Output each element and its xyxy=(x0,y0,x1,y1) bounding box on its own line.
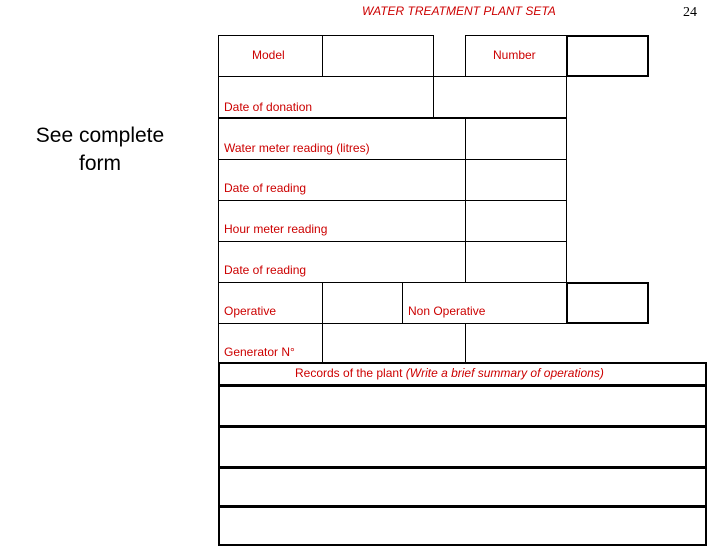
records-header xyxy=(295,366,604,380)
generator-label: Generator N° xyxy=(224,345,295,359)
date-of-donation-input-cell[interactable] xyxy=(433,76,567,118)
number-label: Number xyxy=(493,48,536,62)
records-line-3[interactable] xyxy=(218,467,707,507)
number-input-cell[interactable] xyxy=(566,35,649,77)
generator-input-cell[interactable] xyxy=(322,323,466,363)
model-input-cell[interactable] xyxy=(322,35,434,77)
records-title: Records of the plant xyxy=(295,366,403,380)
model-label: Model xyxy=(252,48,285,62)
page-number: 24 xyxy=(683,5,697,20)
form-line: form xyxy=(79,152,121,175)
records-line-2[interactable] xyxy=(218,426,707,468)
non-operative-checkbox-cell[interactable] xyxy=(566,282,649,324)
date-of-donation-label: Date of donation xyxy=(224,100,313,114)
hour-meter-input-cell[interactable] xyxy=(465,200,567,242)
water-reading-date-label: Date of reading xyxy=(224,181,307,195)
water-meter-label: Water meter reading (litres) xyxy=(224,141,370,155)
hour-reading-date-label: Date of reading xyxy=(224,263,307,277)
operative-checkbox-cell[interactable] xyxy=(322,282,403,324)
water-reading-date-input-cell[interactable] xyxy=(465,159,567,201)
records-line-1[interactable] xyxy=(218,385,707,427)
water-meter-input-cell[interactable] xyxy=(465,118,567,160)
form-title: WATER TREATMENT PLANT SETA xyxy=(362,4,556,18)
operative-label: Operative xyxy=(224,304,277,318)
see-complete-form-note xyxy=(0,122,200,178)
hour-reading-date-input-cell[interactable] xyxy=(465,241,567,283)
non-operative-label: Non Operative xyxy=(408,304,486,318)
records-line-4[interactable] xyxy=(218,506,707,546)
records-hint: (Write a brief summary of operations) xyxy=(405,366,604,380)
see-complete-line: See complete xyxy=(35,124,165,147)
hour-meter-label: Hour meter reading xyxy=(224,222,328,236)
